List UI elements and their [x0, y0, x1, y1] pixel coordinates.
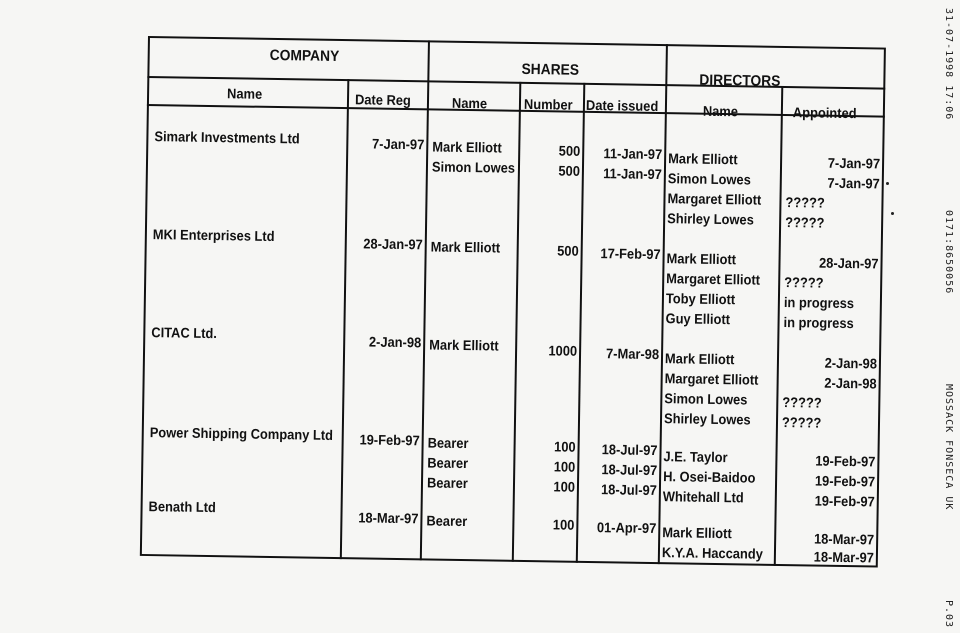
director-name-cell: Whitehall Ltd — [662, 488, 744, 506]
appointed-cell: ????? — [781, 414, 822, 431]
director-name-cell: Margaret Elliott — [667, 190, 762, 208]
share-number-cell: 1000 — [548, 342, 578, 359]
director-name-cell: Margaret Elliott — [666, 270, 761, 288]
share-number-cell: 500 — [558, 162, 581, 179]
fax-page-number: P.03 — [943, 599, 954, 628]
director-name-cell: K.Y.A. Haccandy — [661, 544, 764, 562]
fax-sender: MOSSACK FONSECA UK — [943, 383, 954, 511]
director-name-cell: Margaret Elliott — [664, 370, 759, 388]
director-name-cell: Shirley Lowes — [667, 210, 754, 228]
share-holder-cell: Mark Elliott — [432, 138, 502, 156]
director-name-cell: Mark Elliott — [668, 150, 738, 168]
share-number-cell: 100 — [553, 458, 576, 475]
appointed-cell: 19-Feb-97 — [814, 472, 876, 490]
share-holder-cell: Bearer — [426, 474, 468, 492]
director-name-cell: Guy Elliott — [665, 310, 731, 328]
share-number-cell: 500 — [558, 142, 581, 159]
share-holder-cell: Mark Elliott — [430, 238, 501, 256]
date-issued-cell: 11-Jan-97 — [603, 165, 663, 183]
column-header-number: Number — [523, 95, 573, 113]
share-number-cell: 100 — [553, 438, 576, 455]
director-name-cell: Shirley Lowes — [663, 410, 751, 428]
column-header-company-name: Name — [226, 85, 263, 102]
group-heading-company: COMPANY — [269, 46, 340, 66]
date-issued-cell: 7-Mar-98 — [605, 345, 660, 363]
director-name-cell: Mark Elliott — [664, 350, 735, 368]
fax-timestamp: 31-07-1998 17:06 — [943, 8, 954, 121]
appointed-cell: 18-Mar-97 — [813, 530, 875, 548]
director-name-cell: Simon Lowes — [667, 170, 751, 188]
column-header-director-name: Name — [702, 102, 739, 120]
date-reg-cell: 7-Jan-97 — [371, 135, 425, 153]
appointed-cell: 2-Jan-98 — [824, 354, 878, 372]
date-issued-cell: 18-Jul-97 — [600, 481, 658, 499]
appointed-cell: ????? — [785, 194, 825, 211]
column-header-appointed: Appointed — [792, 104, 857, 122]
appointed-cell: in progress — [783, 294, 855, 312]
fax-number: 0171:8650056 — [943, 209, 954, 295]
appointed-cell: 7-Jan-97 — [827, 174, 880, 192]
date-issued-cell: 11-Jan-97 — [603, 145, 663, 163]
company-name-cell: Simark Investments Ltd — [154, 128, 300, 147]
appointed-cell: 18-Mar-97 — [813, 548, 875, 566]
date-issued-cell: 01-Apr-97 — [596, 519, 657, 537]
column-header-date-reg: Date Reg — [354, 91, 411, 109]
share-number-cell: 100 — [553, 478, 576, 495]
share-holder-cell: Simon Lowes — [431, 158, 516, 176]
appointed-cell: ????? — [785, 214, 825, 231]
date-reg-cell: 2-Jan-98 — [368, 333, 422, 351]
group-heading-directors: DIRECTORS — [699, 71, 781, 90]
appointed-cell: 7-Jan-97 — [827, 154, 881, 172]
date-reg-cell: 28-Jan-97 — [363, 235, 423, 253]
director-name-cell: Mark Elliott — [666, 250, 737, 268]
column-header-share-name: Name — [451, 94, 488, 112]
appointed-cell: ????? — [784, 274, 824, 291]
appointed-cell: in progress — [783, 314, 854, 332]
date-issued-cell: 18-Jul-97 — [601, 461, 658, 479]
appointed-cell: 19-Feb-97 — [814, 492, 875, 510]
column-header-date-issued: Date issued — [585, 96, 659, 115]
group-heading-shares: SHARES — [521, 60, 580, 79]
share-holder-cell: Bearer — [427, 454, 469, 472]
appointed-cell: 2-Jan-98 — [824, 374, 877, 392]
scan-speck — [886, 182, 889, 185]
share-holder-cell: Bearer — [427, 434, 469, 452]
director-name-cell: Mark Elliott — [662, 524, 732, 542]
director-name-cell: Toby Elliott — [665, 290, 736, 308]
date-reg-cell: 18-Mar-97 — [358, 509, 419, 527]
company-name-cell: Benath Ltd — [148, 498, 216, 516]
date-issued-cell: 18-Jul-97 — [601, 441, 658, 459]
director-name-cell: H. Osei-Baidoo — [663, 468, 756, 486]
company-name-cell: CITAC Ltd. — [151, 324, 218, 342]
company-share-register-table — [139, 36, 886, 598]
date-reg-cell: 19-Feb-97 — [359, 431, 420, 449]
appointed-cell: 19-Feb-97 — [815, 452, 876, 470]
fax-transmission-header — [943, 8, 954, 628]
share-holder-cell: Bearer — [426, 512, 468, 530]
share-number-cell: 500 — [557, 242, 579, 259]
director-name-cell: J.E. Taylor — [663, 448, 728, 466]
director-name-cell: Simon Lowes — [664, 390, 748, 408]
share-number-cell: 100 — [552, 516, 575, 533]
date-issued-cell: 17-Feb-97 — [600, 245, 661, 263]
appointed-cell: ????? — [782, 394, 822, 411]
company-name-cell: MKI Enterprises Ltd — [152, 226, 275, 245]
appointed-cell: 28-Jan-97 — [818, 254, 879, 272]
company-name-cell: Power Shipping Company Ltd — [149, 424, 334, 443]
share-holder-cell: Mark Elliott — [429, 336, 499, 354]
scan-speck — [891, 212, 894, 215]
